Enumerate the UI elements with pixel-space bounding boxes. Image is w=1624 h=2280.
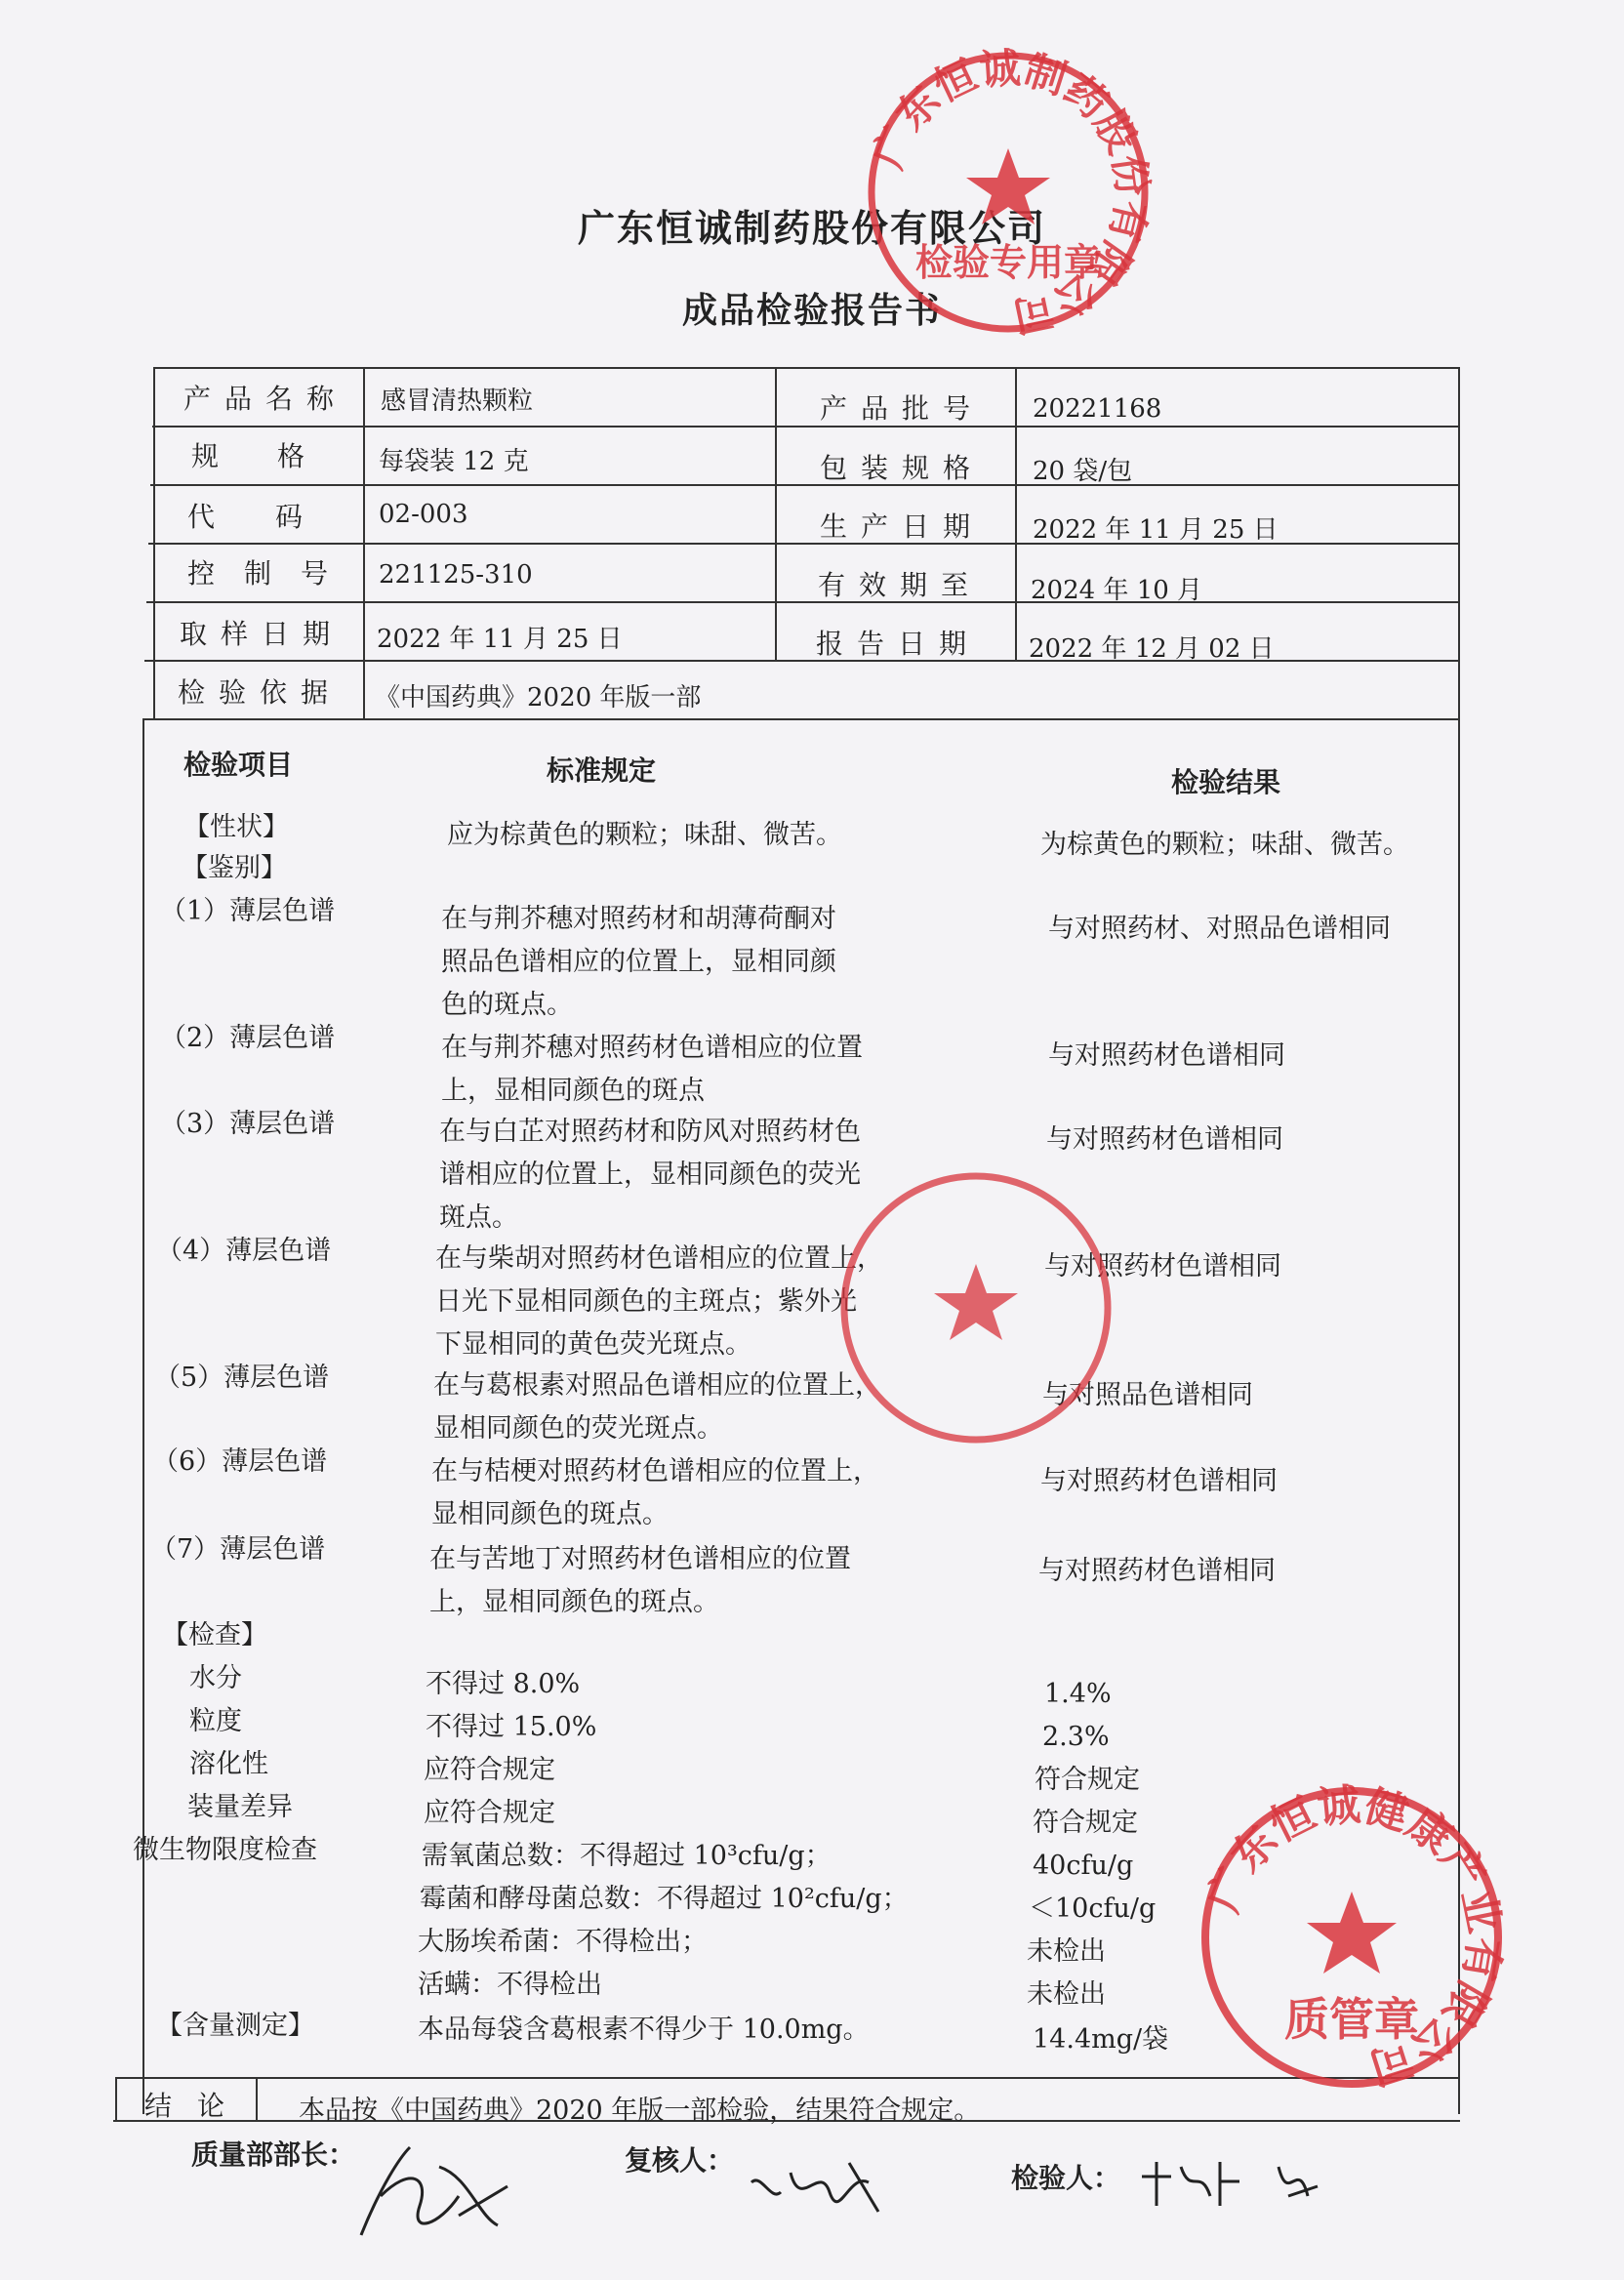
tlc-item: （6）薄层色谱 xyxy=(152,1446,328,1477)
code-label: 代码 xyxy=(187,501,364,533)
overprint-seal xyxy=(830,1161,1122,1454)
control-value: 221125-310 xyxy=(379,560,533,590)
tlc-item: （2）薄层色谱 xyxy=(160,1023,336,1053)
tlc-standard-line: 在与葛根素对照品色谱相应的位置上， xyxy=(433,1370,881,1401)
inspector-label: 检验人： xyxy=(1011,2162,1121,2194)
check-result: 2.3% xyxy=(1042,1722,1110,1752)
product-name-label: 产品名称 xyxy=(183,383,348,415)
tlc-standard-line: 上，显相同颜色的斑点。 xyxy=(429,1587,719,1617)
micro-result: 40cfu/g xyxy=(1033,1851,1134,1881)
assay-result: 14.4mg/袋 xyxy=(1033,2024,1169,2055)
check-result: 符合规定 xyxy=(1033,1808,1138,1838)
micro-item: 微生物限度检查 xyxy=(133,1835,317,1865)
tlc-standard-line: 在与桔梗对照药材色谱相应的位置上， xyxy=(431,1456,879,1486)
reviewer-signature xyxy=(742,2143,898,2231)
check-result: 1.4% xyxy=(1044,1679,1112,1709)
reviewer-label: 复核人： xyxy=(625,2144,735,2177)
quality-seal-ring-text: 广东恒诚健康产业有限公司 xyxy=(1198,1779,1510,2094)
pack-value: 20 袋/包 xyxy=(1033,457,1133,486)
micro-result: ＜10cfu/g xyxy=(1029,1893,1157,1924)
tlc-result: 与对照药材色谱相同 xyxy=(1040,1466,1278,1496)
check-standard: 不得过 15.0% xyxy=(426,1712,597,1742)
tlc-standard-line: 斑点。 xyxy=(439,1202,518,1233)
section-assay: 【含量测定】 xyxy=(156,2011,314,2041)
prod-date-label: 生产日期 xyxy=(820,510,985,543)
micro-standard: 活螨：不得检出 xyxy=(418,1970,602,2000)
expiry-value: 2024 年 10 月 xyxy=(1031,576,1203,605)
header-standard: 标准规定 xyxy=(547,754,657,787)
batch-label: 产品批号 xyxy=(820,392,985,425)
check-item: 粒度 xyxy=(189,1706,242,1736)
tlc-standard-line: 日光下显相同颜色的主斑点；紫外光 xyxy=(435,1286,857,1317)
tlc-result: 与对照药材色谱相同 xyxy=(1044,1251,1281,1282)
sample-date-value: 2022 年 11 月 25 日 xyxy=(377,625,623,654)
pack-label: 包装规格 xyxy=(820,452,985,484)
tlc-item: （5）薄层色谱 xyxy=(154,1363,330,1393)
company-title: 广东恒诚制药股份有限公司 xyxy=(577,206,1046,250)
report-date-label: 报告日期 xyxy=(816,628,981,660)
quality-seal xyxy=(1191,1776,1513,2098)
expiry-label: 有效期至 xyxy=(818,569,983,601)
document-title: 成品检验报告书 xyxy=(681,290,942,331)
check-item: 装量差异 xyxy=(187,1792,293,1822)
qa-head-signature xyxy=(342,2128,517,2255)
batch-value: 20221168 xyxy=(1033,394,1162,424)
tlc-standard-line: 上，显相同颜色的斑点 xyxy=(441,1076,705,1106)
control-label: 控制号 xyxy=(187,557,358,590)
tlc-item: （3）薄层色谱 xyxy=(160,1109,336,1139)
tlc-item: （1）薄层色谱 xyxy=(160,896,336,926)
check-item: 溶化性 xyxy=(189,1749,268,1779)
seal-ring-text: 广东恒诚制药股份有限公司 xyxy=(863,43,1157,342)
inspection-seal xyxy=(857,41,1159,344)
tlc-result: 与对照药材色谱相同 xyxy=(1046,1124,1283,1155)
tlc-standard-line: 显相同颜色的荧光斑点。 xyxy=(433,1413,723,1444)
micro-result: 未检出 xyxy=(1027,1936,1106,1967)
check-item: 水分 xyxy=(189,1663,242,1693)
tlc-result: 与对照品色谱相同 xyxy=(1042,1380,1253,1410)
section-appearance: 【性状】 xyxy=(183,812,289,842)
check-standard: 不得过 8.0% xyxy=(426,1669,581,1699)
conclusion-text: 本品按《中国药典》2020 年版一部检验，结果符合规定。 xyxy=(299,2096,981,2126)
tlc-result: 与对照药材、对照品色谱相同 xyxy=(1048,914,1391,944)
micro-standard: 霉菌和酵母菌总数：不得超过 10²cfu/g； xyxy=(420,1884,909,1914)
tlc-standard-line: 谱相应的位置上，显相同颜色的荧光 xyxy=(439,1160,861,1190)
conclusion-label: 结论 xyxy=(144,2090,251,2122)
check-standard: 应符合规定 xyxy=(424,1755,555,1785)
code-value: 02-003 xyxy=(379,500,468,529)
inspector-signature xyxy=(1132,2147,1327,2225)
tlc-standard-line: 在与柴胡对照药材色谱相应的位置上， xyxy=(435,1243,883,1274)
prod-date-value: 2022 年 11 月 25 日 xyxy=(1033,515,1279,545)
tlc-standard-line: 色的斑点。 xyxy=(441,990,573,1020)
header-item: 检验项目 xyxy=(183,749,294,781)
tlc-item: （7）薄层色谱 xyxy=(150,1534,326,1565)
micro-standard: 需氧菌总数：不得超过 10³cfu/g； xyxy=(422,1841,832,1871)
quality-seal-center-text: 质管章 xyxy=(1284,1993,1419,2046)
check-standard: 应符合规定 xyxy=(424,1798,555,1828)
tlc-result: 与对照药材色谱相同 xyxy=(1038,1556,1276,1586)
tlc-standard-line: 在与荆芥穗对照药材色谱相应的位置 xyxy=(441,1033,863,1063)
section-identification: 【鉴别】 xyxy=(182,853,287,883)
seal-center-text: 检验专用章 xyxy=(914,241,1102,284)
tlc-standard-line: 下显相同的黄色荧光斑点。 xyxy=(435,1329,751,1360)
spec-label: 规格 xyxy=(191,440,364,472)
sample-date-label: 取样日期 xyxy=(180,618,345,650)
tlc-item: （4）薄层色谱 xyxy=(156,1236,332,1266)
appearance-result: 为棕黄色的颗粒；味甜、微苦。 xyxy=(1040,830,1409,860)
section-inspection: 【检查】 xyxy=(162,1620,267,1650)
product-name-value: 感冒清热颗粒 xyxy=(381,387,534,416)
tlc-standard-line: 显相同颜色的斑点。 xyxy=(431,1499,669,1529)
tlc-standard-line: 照品色谱相应的位置上，显相同颜 xyxy=(441,947,836,977)
qa-head-label: 质量部部长： xyxy=(191,2138,356,2171)
assay-standard: 本品每袋含葛根素不得少于 10.0mg。 xyxy=(418,2015,870,2045)
tlc-standard-line: 在与苦地丁对照药材色谱相应的位置 xyxy=(429,1544,851,1574)
basis-value: 《中国药典》2020 年版一部 xyxy=(375,683,702,712)
appearance-standard: 应为棕黄色的颗粒；味甜、微苦。 xyxy=(447,820,842,850)
basis-label: 检验依据 xyxy=(178,676,343,709)
check-result: 符合规定 xyxy=(1035,1765,1140,1795)
report-date-value: 2022 年 12 月 02 日 xyxy=(1029,634,1275,664)
spec-value: 每袋装 12 克 xyxy=(379,447,529,476)
micro-standard: 大肠埃希菌：不得检出； xyxy=(418,1927,708,1957)
tlc-standard-line: 在与荆芥穗对照药材和胡薄荷酮对 xyxy=(441,904,836,934)
tlc-standard-line: 在与白芷对照药材和防风对照药材色 xyxy=(439,1117,861,1147)
tlc-result: 与对照药材色谱相同 xyxy=(1048,1040,1285,1071)
header-result: 检验结果 xyxy=(1171,766,1281,798)
micro-result: 未检出 xyxy=(1027,1979,1106,2010)
